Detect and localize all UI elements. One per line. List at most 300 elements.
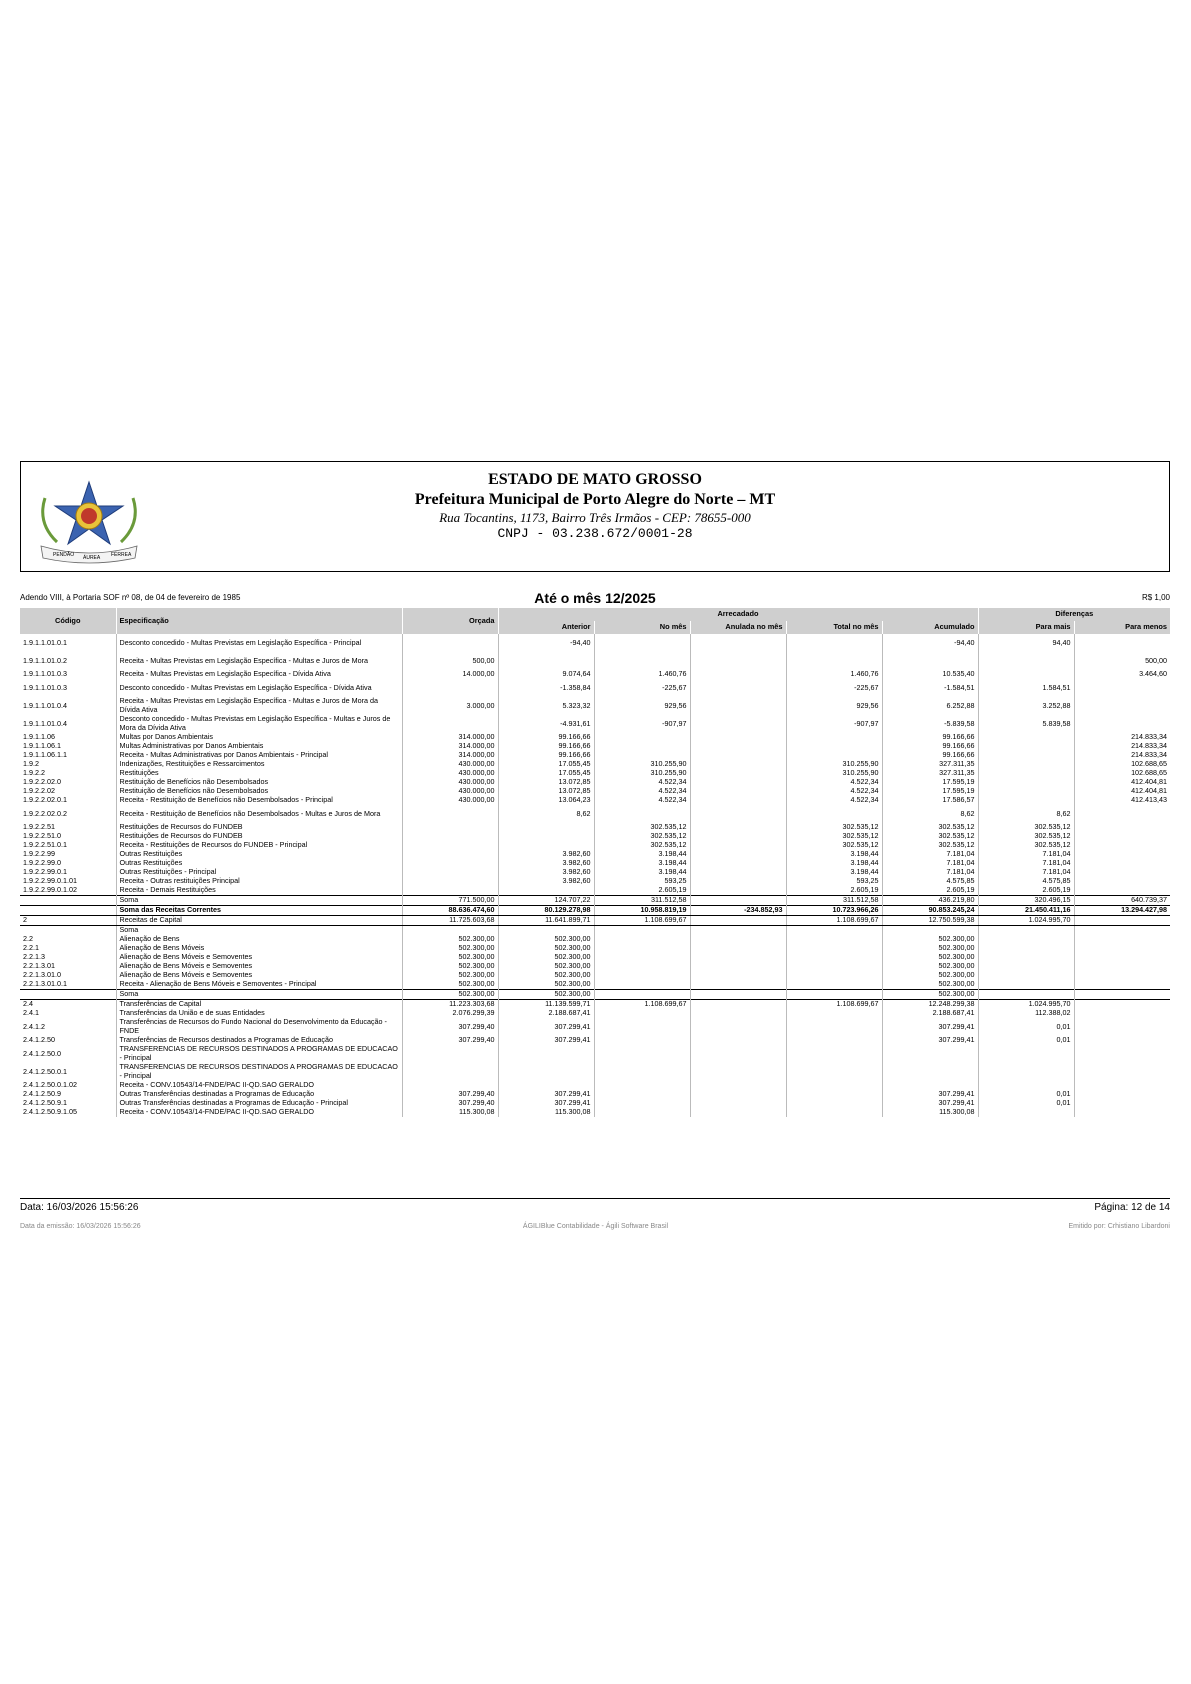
footer-divider	[20, 1198, 1170, 1199]
cell-para-menos: 412.404,81	[1074, 787, 1170, 796]
cell-anterior: -94,40	[498, 634, 594, 652]
cell-no-mes: 302.535,12	[594, 823, 690, 832]
cell-anulada	[690, 916, 786, 926]
cell-no-mes: 10.958.819,19	[594, 906, 690, 916]
cell-codigo	[20, 906, 116, 916]
cell-anulada	[690, 896, 786, 906]
cell-acumulado	[882, 1063, 978, 1081]
cell-codigo: 1.9.1.1.06.1	[23, 742, 61, 751]
cell-para-menos: 13.294.427,98	[1074, 906, 1170, 916]
cell-para-mais: 302.535,12	[978, 841, 1074, 850]
cell-orcada	[402, 841, 498, 850]
cell-total-mes: -907,97	[786, 715, 882, 733]
cell-no-mes: 929,56	[594, 697, 690, 715]
cell-anulada	[690, 1009, 786, 1018]
cell-anulada	[690, 877, 786, 886]
cell-no-mes	[594, 652, 690, 670]
cell-codigo: 2.4.1.2	[23, 1021, 45, 1031]
table-row	[20, 841, 1170, 850]
cell-total-mes	[786, 926, 882, 936]
table-row	[20, 896, 1170, 906]
cell-especificacao: Outras Restituições - Principal	[116, 868, 402, 877]
cell-no-mes	[594, 1036, 690, 1045]
cell-orcada: 11.725.603,68	[402, 916, 498, 926]
cell-para-mais	[978, 980, 1074, 990]
cell-total-mes: 4.522,34	[786, 787, 882, 796]
cell-anulada	[690, 990, 786, 1000]
emission-date: Data da emissão: 16/03/2026 15:56:26	[20, 1223, 141, 1230]
cell-codigo	[20, 990, 116, 1000]
cell-total-mes: 3.198,44	[786, 850, 882, 859]
cell-total-mes	[786, 1081, 882, 1090]
cell-anulada	[690, 634, 786, 652]
cell-codigo: 1.9.1.1.06.1.1	[23, 751, 67, 760]
cell-no-mes: 3.198,44	[594, 850, 690, 859]
table-header-row-1	[20, 608, 1170, 621]
table-row	[20, 778, 1170, 787]
cell-orcada: 88.636.474,60	[402, 906, 498, 916]
cell-para-mais	[978, 1081, 1074, 1090]
table-row	[20, 670, 1170, 679]
table-row	[20, 916, 1170, 926]
cell-anulada	[690, 778, 786, 787]
cell-acumulado: 17.586,57	[882, 796, 978, 805]
cell-no-mes	[594, 634, 690, 652]
footer-date: Data: 16/03/2026 15:56:26	[20, 1202, 139, 1213]
cell-total-mes	[786, 953, 882, 962]
table-row	[20, 796, 1170, 805]
cell-acumulado	[882, 1045, 978, 1063]
table-row	[20, 1063, 1170, 1081]
cell-acumulado: 99.166,66	[882, 751, 978, 760]
cell-anterior	[498, 832, 594, 841]
cell-especificacao: Restituição de Benefícios não Desembolsados	[116, 787, 402, 796]
cell-orcada: 314.000,00	[402, 751, 498, 760]
cell-acumulado: 302.535,12	[882, 832, 978, 841]
cell-orcada: 502.300,00	[402, 962, 498, 971]
cell-anterior: 13.064,23	[498, 796, 594, 805]
table-row	[20, 742, 1170, 751]
cell-anterior	[498, 823, 594, 832]
table-row	[20, 1090, 1170, 1099]
table-row	[20, 634, 1170, 652]
cell-anterior	[498, 1045, 594, 1063]
cell-orcada: 430.000,00	[402, 778, 498, 787]
cell-orcada: 307.299,40	[402, 1018, 498, 1036]
cell-para-mais	[978, 1108, 1074, 1117]
cell-anterior: 3.982,60	[498, 877, 594, 886]
prefeitura-name: Prefeitura Municipal de Porto Alegre do Norte – MT	[414, 491, 776, 508]
svg-text:PENDÃO: PENDÃO	[53, 552, 75, 558]
cell-acumulado: 502.300,00	[882, 953, 978, 962]
cell-para-mais: 7.181,04	[978, 859, 1074, 868]
address: Rua Tocantins, 1173, Bairro Três Irmãos - CEP: 78655-000	[439, 510, 751, 525]
cell-acumulado: 502.300,00	[882, 971, 978, 980]
cell-para-mais: 0,01	[978, 1090, 1074, 1099]
cell-para-menos	[1074, 841, 1170, 850]
cell-no-mes	[594, 935, 690, 944]
cell-total-mes	[786, 980, 882, 990]
cell-para-menos	[1074, 1036, 1170, 1045]
cell-orcada	[402, 805, 498, 823]
cell-especificacao: Restituição de Benefícios não Desembolsados	[116, 778, 402, 787]
cell-total-mes	[786, 1063, 882, 1081]
cell-anterior	[498, 886, 594, 896]
cell-para-menos: 214.833,34	[1074, 751, 1170, 760]
cell-orcada	[402, 1063, 498, 1081]
cell-para-mais	[978, 971, 1074, 980]
cell-para-mais	[978, 935, 1074, 944]
cell-codigo: 1.9.2.2.99.0.1.01	[23, 877, 77, 886]
cell-total-mes	[786, 1090, 882, 1099]
cell-codigo: 2.4.1.2.50.9.1.05	[23, 1108, 77, 1117]
cell-anterior: 502.300,00	[498, 971, 594, 980]
cell-no-mes: -907,97	[594, 715, 690, 733]
cell-anulada	[690, 980, 786, 990]
cell-acumulado	[882, 1081, 978, 1090]
cell-especificacao: Soma	[116, 990, 402, 1000]
cell-no-mes: 302.535,12	[594, 832, 690, 841]
cell-total-mes	[786, 1036, 882, 1045]
cell-para-menos	[1074, 805, 1170, 823]
cell-codigo: 1.9.2.2.51	[23, 823, 55, 832]
cell-no-mes: 4.522,34	[594, 787, 690, 796]
cell-para-mais: 1.024.995,70	[978, 1000, 1074, 1010]
cell-anulada	[690, 1045, 786, 1063]
cell-total-mes	[786, 1018, 882, 1036]
cell-total-mes: 1.108.699,67	[786, 1000, 882, 1010]
cell-total-mes: 302.535,12	[786, 832, 882, 841]
cell-codigo: 1.9.1.1.01.0.2	[23, 655, 67, 665]
cell-para-menos	[1074, 697, 1170, 715]
cell-total-mes	[786, 971, 882, 980]
cell-acumulado: 307.299,41	[882, 1036, 978, 1045]
table-row	[20, 823, 1170, 832]
cell-anulada	[690, 935, 786, 944]
cell-codigo: 2.2.1.3.01	[23, 962, 55, 971]
cell-orcada: 430.000,00	[402, 760, 498, 769]
state-name: ESTADO DE MATO GROSSO	[488, 471, 702, 488]
cell-anterior: 307.299,41	[498, 1018, 594, 1036]
cell-especificacao: Receita - Multas Previstas em Legislação Específica - Multas e Juros de Mora da Dívida Ativa	[116, 697, 402, 715]
cell-codigo: 1.9.2.2.51.0.1	[23, 841, 67, 850]
cell-acumulado: 90.853.245,24	[882, 906, 978, 916]
cell-acumulado: 302.535,12	[882, 841, 978, 850]
table-row	[20, 787, 1170, 796]
cell-anulada	[690, 670, 786, 679]
cell-anterior: 307.299,41	[498, 1099, 594, 1108]
table-row	[20, 679, 1170, 697]
cell-anulada	[690, 944, 786, 953]
cell-orcada: 115.300,08	[402, 1108, 498, 1117]
cell-para-menos	[1074, 935, 1170, 944]
cell-no-mes: 593,25	[594, 877, 690, 886]
cell-anulada	[690, 796, 786, 805]
table-row	[20, 850, 1170, 859]
cell-codigo: 1.9.1.1.01.0.1	[23, 637, 67, 647]
cell-no-mes: 4.522,34	[594, 778, 690, 787]
cell-no-mes: 3.198,44	[594, 868, 690, 877]
cell-especificacao: Desconto concedido - Multas Previstas em Legislação Específica - Multas e Juros de Mora da Dívida Ativa	[116, 715, 402, 733]
col-para-mais: Para mais	[978, 621, 1074, 634]
cell-anterior: 11.139.599,71	[498, 1000, 594, 1010]
cell-para-mais: 5.839,58	[978, 715, 1074, 733]
cell-para-mais: 4.575,85	[978, 877, 1074, 886]
cell-para-mais: 3.252,88	[978, 697, 1074, 715]
cell-para-mais: 302.535,12	[978, 823, 1074, 832]
cell-anulada	[690, 769, 786, 778]
cell-anterior: 17.055,45	[498, 760, 594, 769]
cell-codigo: 1.9.1.1.01.0.3	[23, 670, 67, 679]
cell-especificacao: Receita - CONV.10543/14-FNDE/PAC II-QD.SAO GERALDO	[116, 1081, 402, 1090]
cell-total-mes	[786, 733, 882, 742]
col-group-arrecadado: Arrecadado	[498, 608, 978, 621]
cell-anulada	[690, 1099, 786, 1108]
cell-para-mais	[978, 962, 1074, 971]
cell-anulada	[690, 652, 786, 670]
cell-no-mes	[594, 1045, 690, 1063]
cell-para-mais: 7.181,04	[978, 850, 1074, 859]
col-para-menos: Para menos	[1074, 621, 1170, 634]
cell-especificacao: TRANSFERENCIAS DE RECURSOS DESTINADOS A PROGRAMAS DE EDUCACAO - Principal	[116, 1063, 402, 1081]
cell-para-mais	[978, 990, 1074, 1000]
cell-total-mes: 4.522,34	[786, 778, 882, 787]
cell-anulada	[690, 1000, 786, 1010]
cell-total-mes: 1.108.699,67	[786, 916, 882, 926]
cell-orcada: 430.000,00	[402, 787, 498, 796]
cell-no-mes	[594, 1090, 690, 1099]
cell-especificacao: Receita - CONV.10543/14-FNDE/PAC II-QD.SAO GERALDO	[116, 1108, 402, 1117]
cell-orcada: 430.000,00	[402, 796, 498, 805]
cell-para-mais: 320.496,15	[978, 896, 1074, 906]
cell-para-menos	[1074, 832, 1170, 841]
cell-total-mes: 302.535,12	[786, 841, 882, 850]
col-anterior: Anterior	[498, 621, 594, 634]
cell-orcada: 430.000,00	[402, 769, 498, 778]
cell-acumulado: 7.181,04	[882, 868, 978, 877]
cell-anterior: 11.641.899,71	[498, 916, 594, 926]
cell-para-mais	[978, 944, 1074, 953]
cell-para-menos	[1074, 1081, 1170, 1090]
cell-codigo: 1.9.2	[23, 760, 39, 769]
cell-total-mes	[786, 935, 882, 944]
cell-para-mais: 0,01	[978, 1036, 1074, 1045]
cell-no-mes	[594, 1063, 690, 1081]
cell-acumulado: -1.584,51	[882, 679, 978, 697]
table-row	[20, 1018, 1170, 1036]
cell-total-mes	[786, 634, 882, 652]
cell-anulada	[690, 679, 786, 697]
cell-para-mais	[978, 953, 1074, 962]
cell-total-mes: 1.460,76	[786, 670, 882, 679]
cell-para-mais: 1.584,51	[978, 679, 1074, 697]
cell-acumulado: 10.535,40	[882, 670, 978, 679]
cell-acumulado: 502.300,00	[882, 944, 978, 953]
table-row	[20, 760, 1170, 769]
cell-para-mais	[978, 787, 1074, 796]
cell-para-mais	[978, 769, 1074, 778]
cell-para-mais: 21.450.411,16	[978, 906, 1074, 916]
cell-especificacao: Receitas de Capital	[116, 916, 402, 926]
cell-para-menos: 412.404,81	[1074, 778, 1170, 787]
cell-anterior: 99.166,66	[498, 733, 594, 742]
cell-acumulado	[882, 926, 978, 936]
table-row	[20, 715, 1170, 733]
cell-orcada: 2.076.299,39	[402, 1009, 498, 1018]
cell-para-menos	[1074, 1090, 1170, 1099]
cell-anterior: 13.072,85	[498, 787, 594, 796]
cell-anterior: 502.300,00	[498, 962, 594, 971]
cell-especificacao: Transferências de Recursos destinados a Programas de Educação	[116, 1036, 402, 1045]
cell-total-mes: 2.605,19	[786, 886, 882, 896]
cell-anterior: 99.166,66	[498, 751, 594, 760]
cell-anulada	[690, 926, 786, 936]
cell-anterior: 502.300,00	[498, 944, 594, 953]
col-no-mes: No mês	[594, 621, 690, 634]
cell-especificacao: Outras Transferências destinadas a Programas de Educação - Principal	[116, 1099, 402, 1108]
col-acumulado: Acumulado	[882, 621, 978, 634]
cell-codigo	[20, 926, 116, 936]
table-row	[20, 1081, 1170, 1090]
table-row	[20, 769, 1170, 778]
cell-para-menos: 3.464,60	[1074, 670, 1170, 679]
cell-para-menos	[1074, 877, 1170, 886]
cell-codigo	[20, 896, 116, 906]
cell-anterior: 5.323,32	[498, 697, 594, 715]
cell-para-menos: 214.833,34	[1074, 742, 1170, 751]
cell-anterior: 80.129.278,98	[498, 906, 594, 916]
cell-total-mes	[786, 742, 882, 751]
report-header	[20, 461, 1170, 572]
cell-para-menos	[1074, 868, 1170, 877]
cell-anulada	[690, 832, 786, 841]
table-row	[20, 1045, 1170, 1063]
cell-anterior: 3.982,60	[498, 859, 594, 868]
cell-codigo: 2.4.1.2.50.9.1	[23, 1099, 67, 1108]
cell-para-menos: 102.688,65	[1074, 769, 1170, 778]
cell-codigo: 1.9.1.1.06	[23, 733, 55, 742]
revenue-table	[20, 608, 1170, 1117]
footer-page-number: Página: 12 de 14	[1094, 1202, 1170, 1213]
cell-anulada	[690, 1090, 786, 1099]
cell-orcada: 502.300,00	[402, 990, 498, 1000]
cell-no-mes	[594, 733, 690, 742]
cell-no-mes	[594, 751, 690, 760]
cell-especificacao: Restituições de Recursos do FUNDEB	[116, 832, 402, 841]
cell-no-mes: 311.512,58	[594, 896, 690, 906]
table-row	[20, 697, 1170, 715]
cell-codigo: 2.4.1.2.50.0.1.02	[23, 1081, 77, 1090]
cell-anterior: 502.300,00	[498, 953, 594, 962]
cell-codigo: 1.9.1.1.01.0.4	[23, 700, 67, 710]
cell-acumulado: 2.188.687,41	[882, 1009, 978, 1018]
table-row	[20, 980, 1170, 990]
cell-orcada: 314.000,00	[402, 742, 498, 751]
table-row	[20, 886, 1170, 896]
cell-para-mais	[978, 751, 1074, 760]
cell-total-mes: 310.255,90	[786, 769, 882, 778]
cell-codigo: 2.4.1.2.50.9	[23, 1090, 61, 1099]
cell-acumulado: 307.299,41	[882, 1099, 978, 1108]
cell-acumulado: 8,62	[882, 805, 978, 823]
cell-orcada	[402, 1045, 498, 1063]
table-row	[20, 805, 1170, 823]
cell-para-mais	[978, 778, 1074, 787]
table-row	[20, 926, 1170, 936]
cell-para-mais	[978, 926, 1074, 936]
cell-para-mais: 0,01	[978, 1099, 1074, 1108]
cell-codigo: 2.2.1.3	[23, 953, 45, 962]
cell-anulada	[690, 850, 786, 859]
cell-para-menos: 214.833,34	[1074, 733, 1170, 742]
table-row	[20, 832, 1170, 841]
cell-para-mais: 2.605,19	[978, 886, 1074, 896]
cell-no-mes	[594, 1108, 690, 1117]
cell-para-menos: 102.688,65	[1074, 760, 1170, 769]
cell-especificacao: Alienação de Bens Móveis e Semoventes	[116, 962, 402, 971]
cell-orcada: 14.000,00	[402, 670, 498, 679]
cell-anterior: 8,62	[498, 805, 594, 823]
cell-orcada	[402, 715, 498, 733]
cell-orcada: 502.300,00	[402, 944, 498, 953]
cell-no-mes	[594, 1018, 690, 1036]
cell-acumulado: 327.311,35	[882, 760, 978, 769]
table-row	[20, 953, 1170, 962]
cell-no-mes	[594, 1081, 690, 1090]
table-row	[20, 1108, 1170, 1117]
cell-codigo: 1.9.1.1.01.0.3	[23, 682, 67, 692]
cell-total-mes	[786, 751, 882, 760]
cell-anterior: 9.074,64	[498, 670, 594, 679]
cell-anterior: 3.982,60	[498, 868, 594, 877]
table-row	[20, 1036, 1170, 1045]
cell-total-mes: 3.198,44	[786, 868, 882, 877]
cell-codigo: 1.9.2.2.99	[23, 850, 55, 859]
cell-para-menos: 412.413,43	[1074, 796, 1170, 805]
cell-codigo: 1.9.2.2.99.0	[23, 859, 61, 868]
cell-especificacao: Alienação de Bens Móveis e Semoventes	[116, 971, 402, 980]
cell-codigo: 2.4.1.2.50.0	[23, 1048, 61, 1058]
cell-para-menos	[1074, 1108, 1170, 1117]
cell-anterior: 502.300,00	[498, 935, 594, 944]
cell-anulada	[690, 1063, 786, 1081]
cell-acumulado: 6.252,88	[882, 697, 978, 715]
cell-anulada	[690, 953, 786, 962]
cell-acumulado: -5.839,58	[882, 715, 978, 733]
cell-orcada: 11.223.303,68	[402, 1000, 498, 1010]
cell-anterior	[498, 841, 594, 850]
cell-para-mais: 94,40	[978, 634, 1074, 652]
cell-para-mais	[978, 733, 1074, 742]
cell-especificacao: Transferências de Recursos do Fundo Nacional do Desenvolvimento da Educação - FNDE	[116, 1018, 402, 1036]
cell-especificacao: Multas Administrativas por Danos Ambientais	[116, 742, 402, 751]
cell-codigo: 2.2.1.3.01.0	[23, 971, 61, 980]
cell-especificacao: Indenizações, Restituições e Ressarcimentos	[116, 760, 402, 769]
cell-codigo: 2.4	[20, 1000, 116, 1010]
cell-orcada: 3.000,00	[402, 697, 498, 715]
cell-anterior: 3.982,60	[498, 850, 594, 859]
cell-anulada	[690, 787, 786, 796]
cell-no-mes	[594, 1009, 690, 1018]
cell-anterior: 124.707,22	[498, 896, 594, 906]
cell-especificacao: Transferências de Capital	[116, 1000, 402, 1010]
cell-para-menos	[1074, 715, 1170, 733]
cell-anterior	[498, 1063, 594, 1081]
emitted-by: Emitido por: Crhistiano Libardoni	[1068, 1223, 1170, 1230]
table-row	[20, 1099, 1170, 1108]
cell-anterior: 502.300,00	[498, 980, 594, 990]
cell-acumulado	[882, 652, 978, 670]
